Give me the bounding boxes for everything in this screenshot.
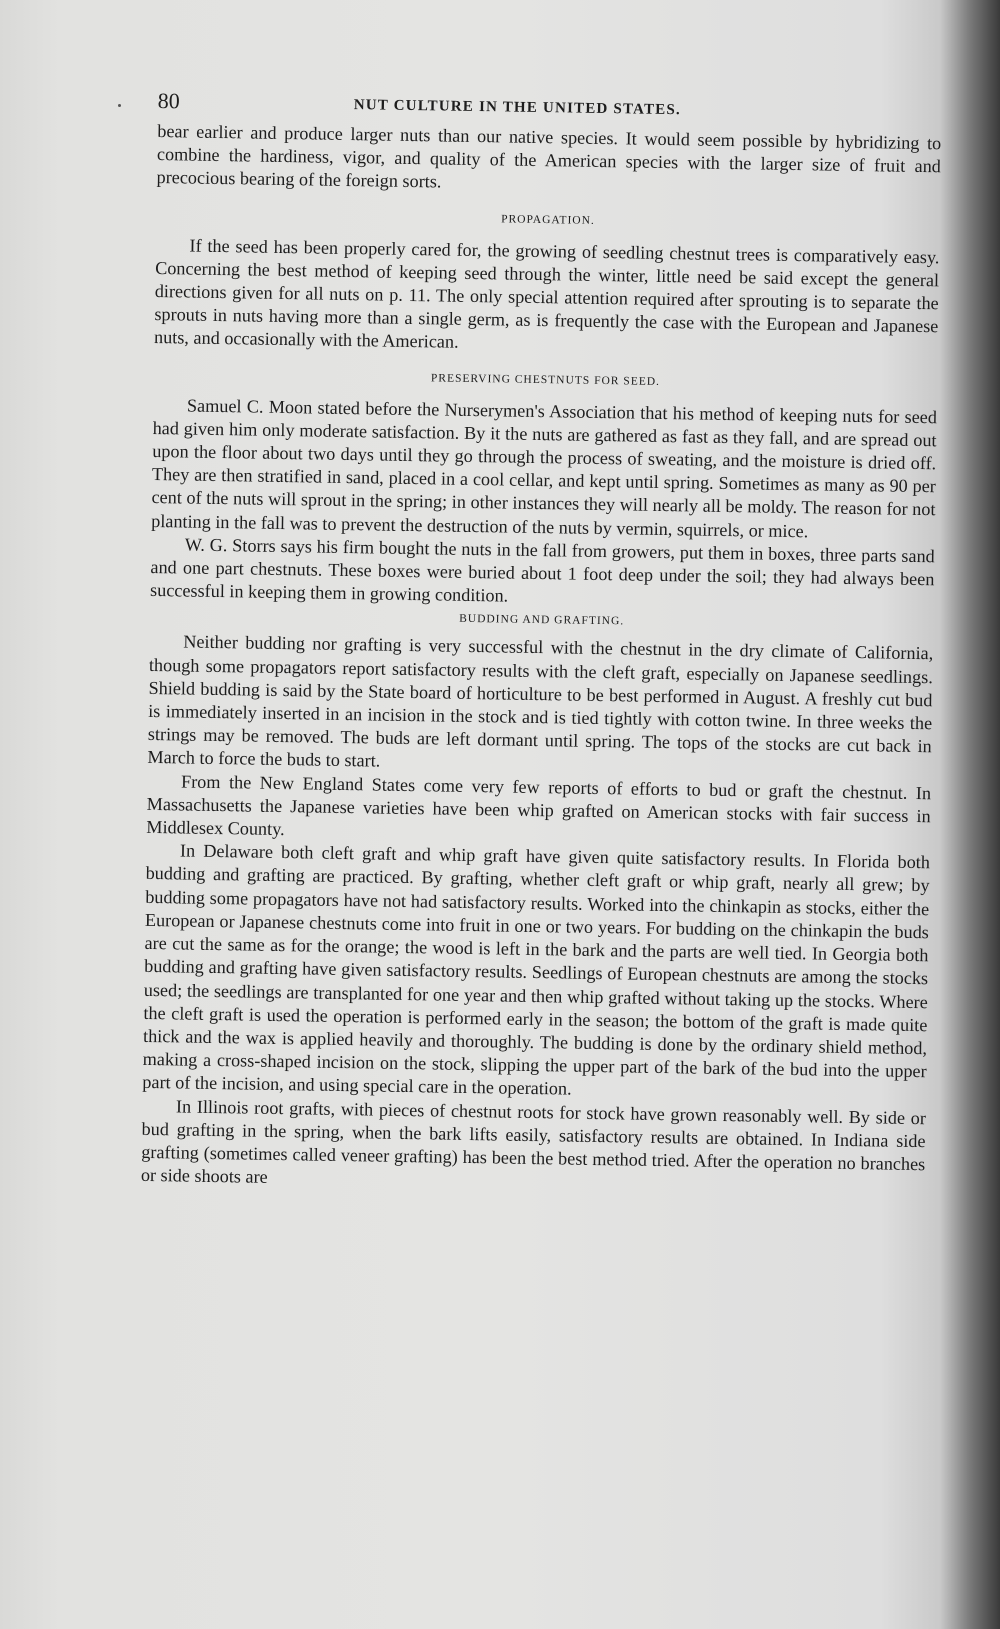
section-heading-propagation: PROPAGATION.	[501, 213, 595, 227]
running-head: NUT CULTURE IN THE UNITED STATES.	[353, 97, 682, 119]
storrs-paragraph: W. G. Storrs says his firm bought the nuts in the fall from growers, put them in boxes, three parts sand and one part chestnuts. These boxes were buried about 1 foot deep under the soil; they had always been successful in keeping them in growing condition.	[149, 534, 935, 606]
moon-paragraph: Samuel C. Moon stated before the Nurserymen's Association that his method of keeping nuts for seed had given him only moderate satisfaction. By it the nuts are gathered as fast as they fall, and are spread out upon the floor about two days until they go through the process of sweating, and the moisture is dried off. They are then stratified in sand, placed in a cool cellar, and kept until spring. Sometimes as many as 90 per cent of the nuts will sprout in the spring; in other instances they will nearly all be moldy. The reason for not planting in the fall was to prevent the destruction of the nuts by vermin, squirrels, or mice.	[151, 395, 938, 541]
section-heading-budding: BUDDING AND GRAFTING.	[459, 613, 625, 628]
section-heading-preserving: PRESERVING CHESTNUTS FOR SEED.	[430, 371, 661, 388]
california-paragraph: Neither budding nor grafting is very successful with the chestnut in the dry climate of California, though some propagators report satisfactory results with the cleft graft, especially on Japanese seedlings. Shield budding is said by the State board of horticulture to be best performed in August. A freshly cut bud is immediately inserted in an incision in the stock and is tied tightly with cotton twine. In three weeks the strings may be removed. The buds are left dormant until spring. The tops of the stocks are cut back in March to force the buds to start.	[147, 631, 934, 772]
propagation-paragraph: If the seed has been properly cared for, the growing of seedling chestnut trees is comparatively easy. Concerning the best method of keeping seed through the winter, little need be said except the general directions given for all nuts on p. 11. The only special attention required after sprouting is to separate the sprouts in nuts having more than a single germ, as is frequently the case with the European and Japanese nuts, and occasionally with the American.	[153, 235, 940, 353]
margin-speck	[118, 104, 121, 107]
delaware-paragraph: In Delaware both cleft graft and whip graft have given quite satisfactory results. In Florida both budding and grafting are practiced. By grafting, whether cleft graft or whip graft, nearly all grew; by budding some propagators have not had satisfactory results. Worked into the chinkapin as stocks, either the European or Japanese chestnuts come into fruit in one or two years. For budding on the chinkapin the buds are cut the same as for the orange; the wood is left in the bark and the parts are well tied. In Georgia both budding and grafting have given satisfactory results. Seedlings of European chestnuts are among the stocks used; the seedlings are transplanted for one year and then whip grafted without taking up the stocks. Where the cleft graft is used the operation is performed early in the season; the bottom of the graft is made quite thick and the wax is applied heavily and thoroughly. The budding is done by the ordinary shield method, making a cross-shaped incision on the stock, slipping the upper part of the bark of the bud into the upper part of the incision, and using special care in the operation.	[142, 840, 931, 1099]
page-number: 80	[157, 88, 180, 114]
continuation-paragraph: bear earlier and produce larger nuts than our native species. It would seem possible by hybridizing to combine the hardiness, vigor, and quality of the American species with the larger size of fruit and precocious bearing of the foreign sorts.	[156, 120, 942, 192]
new-england-paragraph: From the New England States come very few reports of efforts to bud or graft the chestnut. In Massachusetts the Japanese varieties have been whip grafted on American stocks with fair success in Middlesex County.	[146, 771, 932, 840]
illinois-paragraph: In Illinois root grafts, with pieces of chestnut roots for stock have grown reasonably well. By side or bud grafting in the spring, when the bark lifts easily, satisfactory results are obtained. In Indiana side grafting (sometimes called veneer grafting) has been the best method tried. After the operation no branches or side shoots are	[140, 1095, 927, 1187]
page-content	[141, 88, 942, 1200]
